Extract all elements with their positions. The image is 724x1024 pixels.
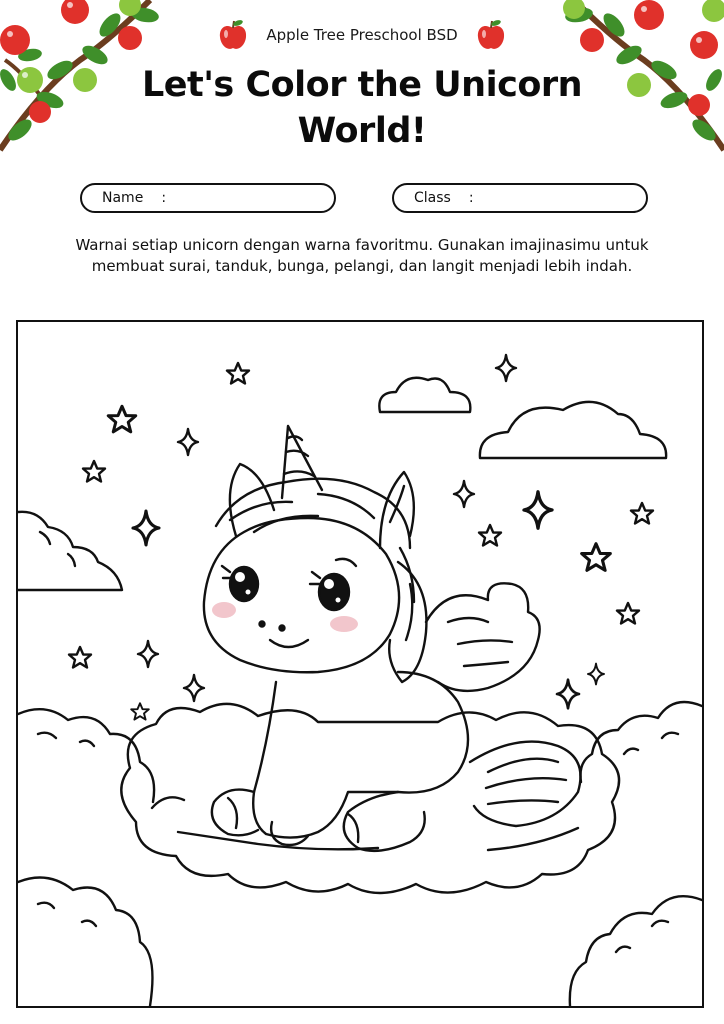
star-icon	[131, 703, 149, 719]
cloud-icon	[18, 512, 122, 590]
sparkle-icon	[454, 481, 474, 507]
school-name: Apple Tree Preschool BSD	[266, 26, 458, 44]
cloud-icon	[570, 896, 702, 1006]
instructions-line-2: membuat surai, tanduk, bunga, pelangi, dan langit menjadi lebih indah.	[91, 257, 633, 275]
sparkle-icon	[184, 675, 204, 701]
page-title	[100, 62, 624, 154]
star-icon	[227, 363, 249, 384]
cloud-icon	[379, 378, 470, 412]
star-icon	[617, 603, 639, 624]
cloud-icon	[18, 709, 154, 802]
name-separator: :	[161, 190, 167, 206]
sparkle-icon	[524, 492, 552, 528]
blush	[330, 616, 358, 632]
name-field[interactable]	[80, 183, 336, 213]
class-field[interactable]	[392, 183, 648, 213]
sparkle-icon	[557, 680, 579, 709]
sparkle-icon	[178, 429, 198, 455]
star-icon	[582, 544, 611, 571]
unicorn-coloring-illustration	[18, 322, 702, 1006]
sparkle-icon	[496, 355, 516, 381]
page-title-line-1: Let's Color the Unicorn	[141, 65, 583, 105]
star-icon	[479, 525, 501, 546]
star-icon	[108, 406, 136, 432]
sparkle-icon	[588, 664, 604, 685]
apple-icon	[476, 19, 506, 51]
apple-icon	[218, 19, 248, 51]
name-label: Name	[102, 190, 144, 206]
cloud-icon	[18, 878, 152, 1007]
star-icon	[83, 461, 105, 482]
instructions	[30, 235, 694, 277]
star-icon	[631, 503, 653, 524]
blush	[212, 602, 236, 618]
school-header	[0, 18, 724, 52]
class-label: Class	[414, 190, 451, 206]
star-icon	[69, 647, 91, 668]
sparkle-icon	[133, 511, 159, 545]
coloring-frame	[16, 320, 704, 1008]
class-separator: :	[468, 190, 474, 206]
instructions-line-1: Warnai setiap unicorn dengan warna favoritmu. Gunakan imajinasimu untuk	[75, 236, 649, 254]
page-title-line-2: World!	[297, 111, 427, 151]
cloud-icon	[480, 402, 666, 458]
sparkle-icon	[138, 641, 158, 667]
